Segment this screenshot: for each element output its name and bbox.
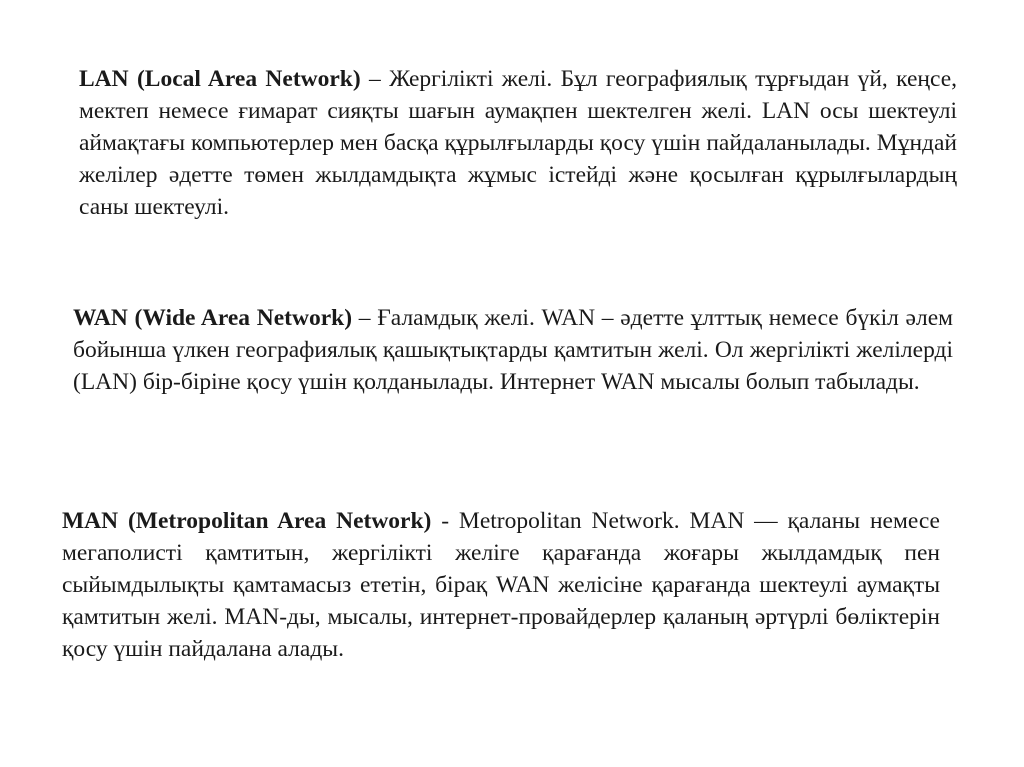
man-definition: - Metropolitan Network. MAN — қаланы немесе мегаполисті қамтитын, жергілікті желіге қарағанда жоғары жылдамдық пен сыйымдылықты қамтамасыз ететін, бірақ WAN желісіне қарағанда шектеулі аумақты қамтитын желі. MAN-ды, мысалы, интернет-провайдерлер қаланың әртүрлі бөліктерін қосу үшін пайдалана алады.	[62, 508, 940, 662]
wan-definition: – Ғаламдық желі. WAN – әдетте ұлттық немесе бүкіл әлем бойынша үлкен географиялық қашықтықтарды қамтитын желі. Ол жергілікті желілерді (LAN) бір-біріне қосу үшін қолданылады. Интернет WAN мысалы болып табылады.	[73, 305, 953, 395]
wan-paragraph	[73, 302, 953, 398]
man-paragraph	[62, 505, 940, 665]
lan-paragraph	[79, 63, 957, 223]
lan-definition: – Жергілікті желі. Бұл географиялық тұрғыдан үй, кеңсе, мектеп немесе ғимарат сияқты шағын аумақпен шектелген желі. LAN осы шектеулі аймақтағы компьютерлер мен басқа құрылғыларды қосу үшін пайдаланылады. Мұндай желілер әдетте төмен жылдамдықта жұмыс істейді және қосылған құрылғылардың саны шектеулі.	[79, 66, 957, 220]
man-term: MAN (Metropolitan Area Network)	[62, 508, 432, 534]
lan-term: LAN (Local Area Network)	[79, 66, 361, 92]
wan-term: WAN (Wide Area Network)	[73, 305, 353, 331]
